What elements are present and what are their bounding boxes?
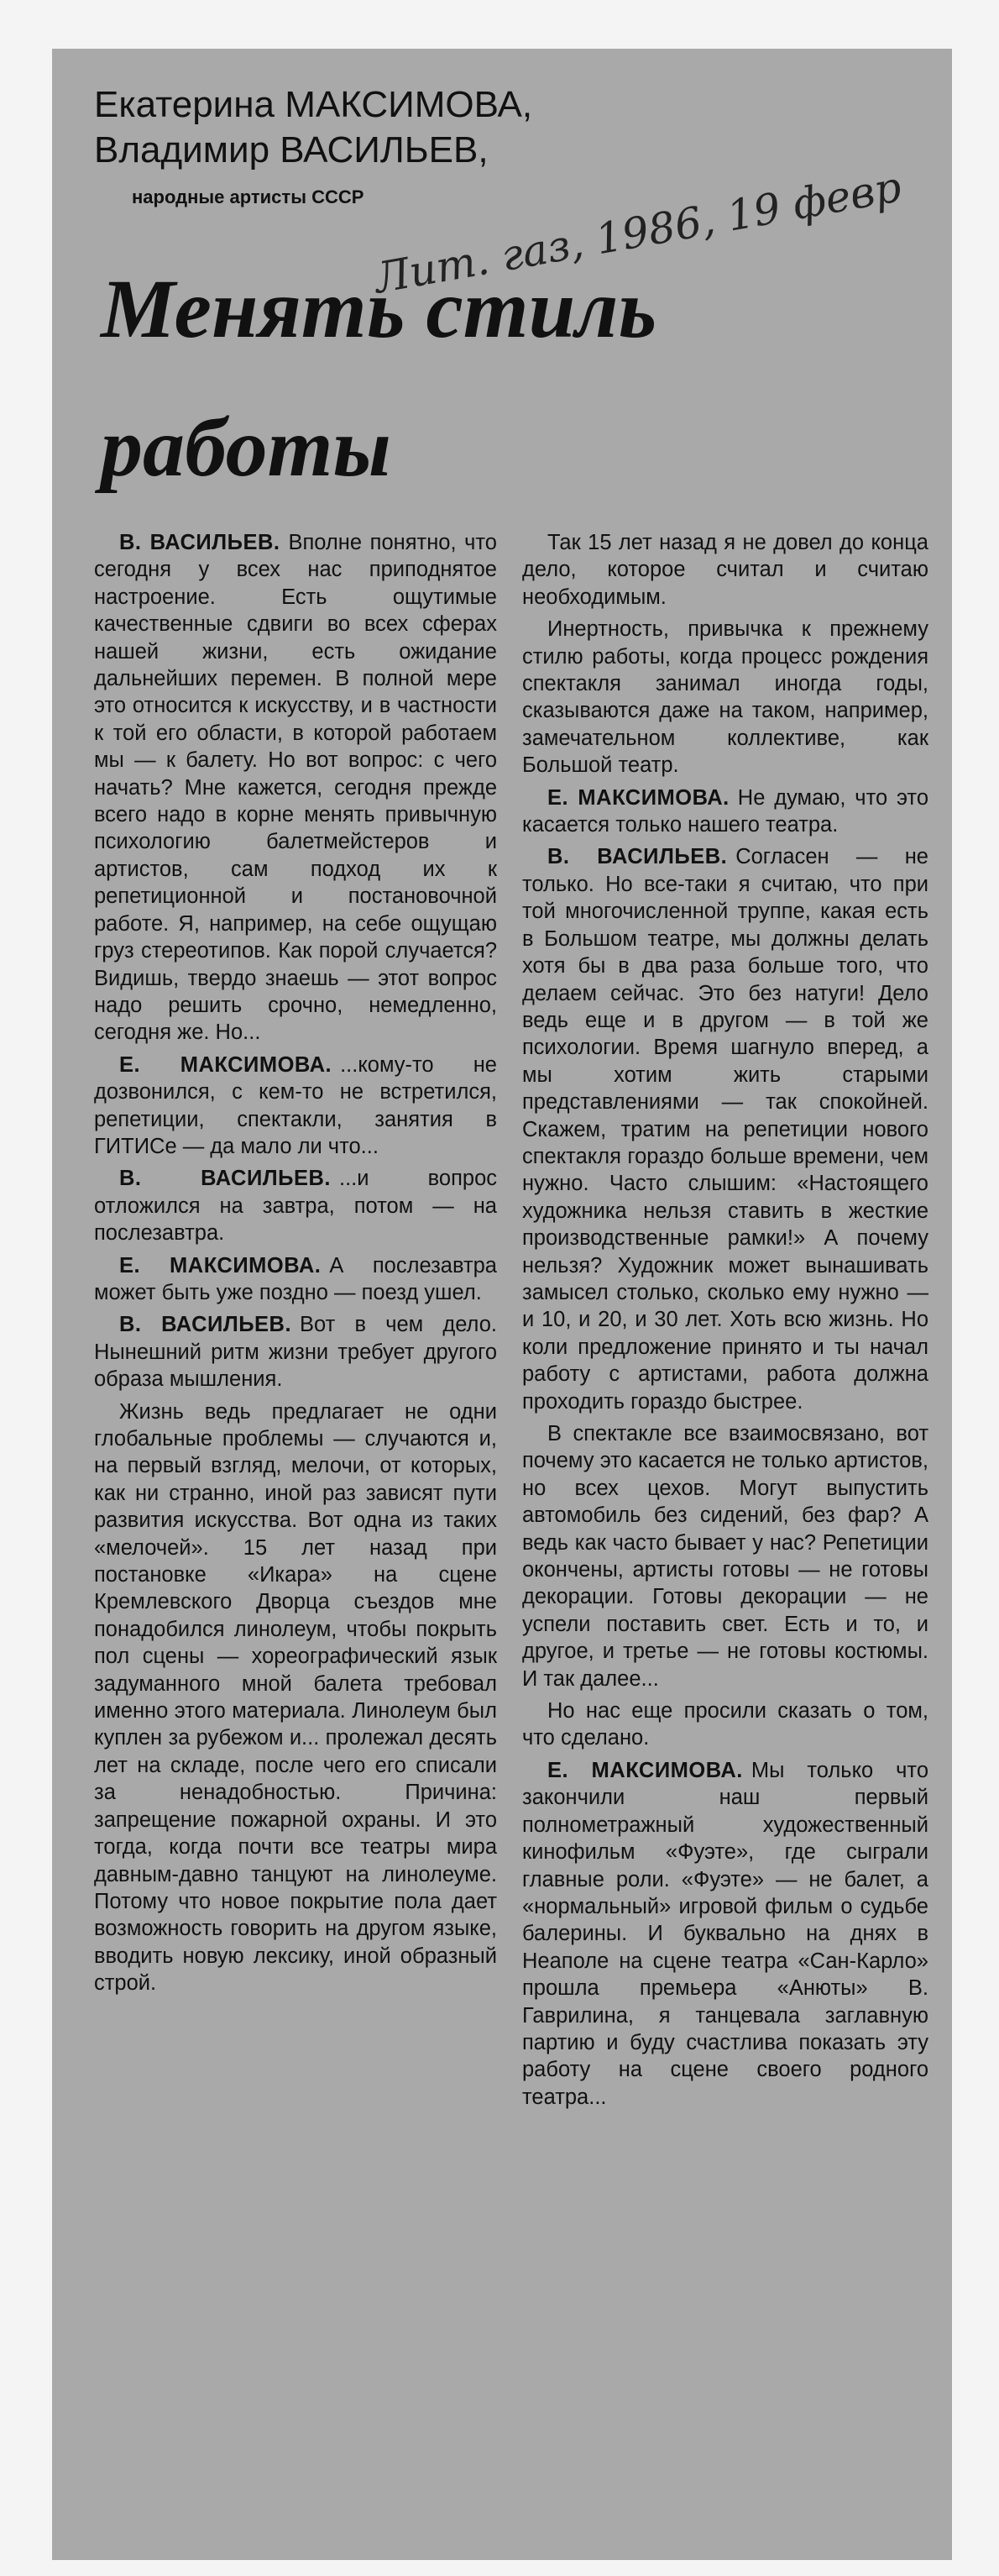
paragraph-text: Но нас еще просили сказать о том, что сделано.: [522, 1699, 928, 1750]
speaker-label: Е. МАКСИМОВА.: [119, 1052, 332, 1077]
paragraph-text: Так 15 лет назад я не довел до конца дело, которое считал и считаю необходимым.: [522, 531, 928, 609]
newspaper-clipping: [52, 49, 952, 2560]
author-maksimova: Екатерина МАКСИМОВА,: [94, 84, 533, 125]
paragraph-text: Жизнь ведь предлагает не одни глобальные проблемы — случаются и, на первый взгляд, мелочи, от которых, как ни странно, иной раз зависят пути развития искусства. Вот одна из таких «мелочей». 15 лет назад при постановке «Икара» на сцене Кремлевского Дворца съездов мне понадобился линолеум, чтобы покрыть пол сцены — хореографический язык задуманного мной балета требовал именно этого материала. Линолеум был куплен за рубежом и... пролежал десять лет на складе, после чего его списали за ненадобностью. Причина: запрещение пожарной охраны. И это тогда, когда почти все театры мира давным-давно танцуют на линолеуме. Потому что новое покрытие пола дает возможность говорить на другом языке, вводить новую лексику, иной образный строй.: [94, 1399, 497, 1996]
paragraph-text: Вот в чем дело. Нынешний ритм жизни требует другого образа мышления.: [94, 1313, 497, 1392]
paragraph: [94, 529, 497, 1047]
speaker-label: В. ВАСИЛЬЕВ.: [119, 1313, 292, 1337]
paragraph: [94, 1311, 497, 1393]
paragraph-text: В спектакле все взаимосвязано, вот почему это касается не только артистов, но всех цехов. Могут выпустить автомобиль без сидений, без фар? А ведь как часто бывает у нас? Репетиции окончены, артисты готовы — не готовы декорации. Готовы декорации — не успели поставить свет. Есть и то, и другое, и третье — не готовы костюмы. И так далее...: [522, 1422, 928, 1691]
paragraph: [522, 1757, 928, 2111]
article-column-right: [522, 529, 928, 2111]
speaker-label: В. ВАСИЛЬЕВ.: [119, 1167, 332, 1191]
speaker-label: В. ВАСИЛЬЕВ.: [547, 845, 728, 869]
paragraph-text: Вполне понятно, что сегодня у всех нас приподнятое настроение. Есть ощутимые качественные сдвиги во всех сферах нашей жизни, есть ожидание дальнейших перемен. В полной мере это относится к искусству, и в частности к той его области, в которой работаем мы — к балету. Но вот вопрос: с чего начать? Мне кажется, сегодня прежде всего надо в корне менять привычную психологию балетмейстеров и артистов, сам подход их к репетиционной и постановочной работе. Я, например, на себе ощущаю груз стереотипов. Как порой случается? Видишь, твердо знаешь — этот вопрос надо решить срочно, немедленно, сегодня же. Но...: [94, 531, 497, 1045]
speaker-label: Е. МАКСИМОВА.: [119, 1253, 322, 1278]
handwritten-date-note: Лит. газ, 1986, 19 февр: [370, 162, 905, 303]
speaker-label: В. ВАСИЛЬЕВ.: [119, 531, 280, 554]
paragraph-text: А послезавтра может быть уже поздно — поезд ушел.: [94, 1253, 497, 1304]
article-column-left: [94, 529, 497, 1997]
paragraph: [522, 843, 928, 1415]
author-vasiliev: Владимир ВАСИЛЬЕВ,: [94, 129, 489, 171]
paragraph: [522, 1420, 928, 1692]
paragraph-text: Согласен — не только. Но все-таки я считаю, что при той многочисленной труппе, какая есть в Большом театре, мы должны делать хотя бы в два раза больше того, что делаем сейчас. Это без натуги! Дело ведь еще и в другом — в той же психологии. Время шагнуло вперед, а мы хотим жить старыми представлениями — так спокойней. Скажем, тратим на репетиции нового спектакля гораздо больше времени, чем нужно. Часто слышим: «Настоящего художника нельзя ставить в жесткие производственные рамки!» А почему нельзя? Художник может вынашивать замысел столько, сколько ему нужно — и 10, и 20, и 30 лет. Хоть всю жизнь. Но коли предложение принято и ты начал работу с артистами, работа должна проходить гораздо быстрее.: [522, 845, 928, 1414]
paragraph: [522, 784, 928, 839]
paragraph: [94, 1252, 497, 1307]
authors-subtitle: народные артисты СССР: [132, 186, 364, 207]
paragraph-text: ...и вопрос отложился на завтра, потом — на послезавтра.: [94, 1167, 497, 1246]
headline-line-2: работы: [101, 401, 391, 494]
paragraph-text: ...кому-то не дозвонился, с кем-то не встретился, репетиции, спектакли, занятия в ГИТИСе — да мало ли что...: [94, 1052, 497, 1158]
paragraph-text: Инертность, привычка к прежнему стилю работы, когда процесс рождения спектакля занимал иногда годы, сказываются даже на таком, например, замечательном коллективе, как Большой театр.: [522, 617, 928, 778]
authors-block: [94, 82, 532, 220]
paragraph: [94, 1052, 497, 1161]
paragraph-text: Мы только что закончили наш первый полнометражный художественный кинофильм «Фуэте», где сыграли главные роли. «Фуэте» — не балет, а «нормальный» игровой фильм о судьбе балерины. И буквально на днях в Неаполе на сцене театра «Сан-Карло» прошла премьера «Анюты» В. Гаврилина, я танцевала заглавную партию и буду счастлива показать эту работу на сцене своего родного театра...: [522, 1758, 929, 2109]
speaker-label: Е. МАКСИМОВА.: [547, 785, 730, 810]
headline-line-1: Менять стиль: [101, 262, 657, 355]
paragraph-text: Не думаю, что это касается только нашего театра.: [522, 785, 928, 837]
paragraph: [522, 1697, 928, 1752]
paragraph: [94, 1398, 497, 1997]
paragraph: [522, 529, 928, 611]
paragraph: [522, 616, 928, 779]
paragraph: [94, 1165, 497, 1246]
speaker-label: Е. МАКСИМОВА.: [547, 1758, 743, 1782]
